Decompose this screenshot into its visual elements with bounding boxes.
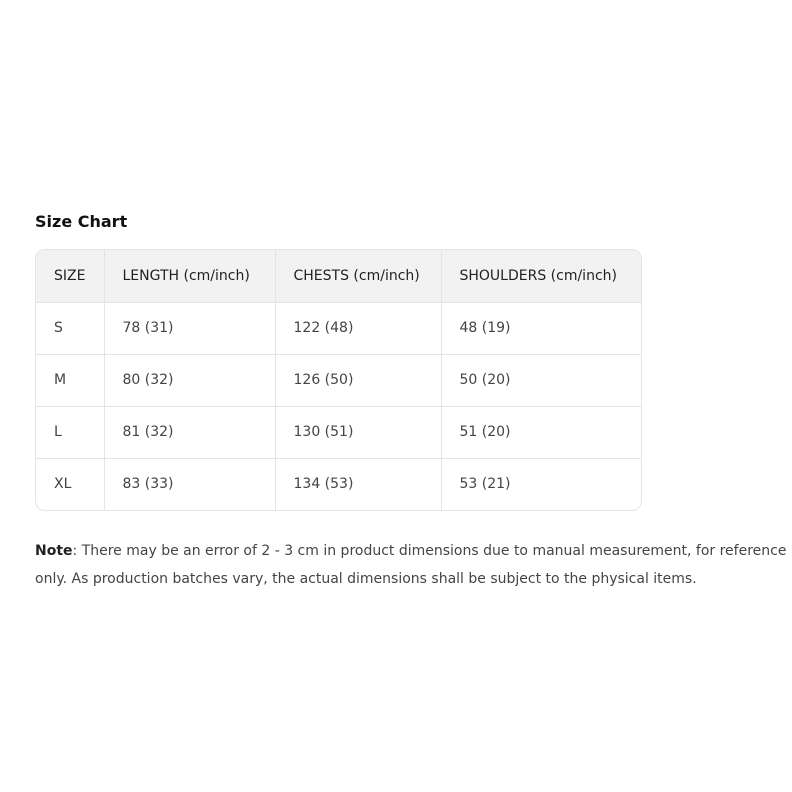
cell-shoulders: 53 (21) [459,476,511,493]
cell-size: L [36,406,104,458]
size-chart-table-container [35,249,642,511]
cell-size: M [36,354,104,406]
table-row [36,406,641,458]
table-row [36,302,641,354]
cell-size: XL [36,458,104,510]
header-size: SIZE [36,250,104,302]
header-shoulders: SHOULDERS (cm/inch) [441,250,641,302]
cell-length: 80 (32) [104,354,275,406]
cell-length: 78 (31) [104,302,275,354]
cell-length: 81 (32) [104,406,275,458]
header-chests: CHESTS (cm/inch) [275,250,441,302]
cell-chests: 134 (53) [275,458,441,510]
cell-shoulders: 48 (19) [441,302,641,354]
measurement-note [35,537,792,593]
size-chart-title: Size Chart [35,212,128,231]
note-text-2: only. As production batches vary, the actual dimensions shall be subject to the physical items. [35,571,697,587]
table-row [36,458,641,510]
cell-length: 83 (33) [104,458,275,510]
header-length: LENGTH (cm/inch) [104,250,275,302]
size-chart-table [36,250,641,510]
cell-chests: 126 (50) [275,354,441,406]
table-row [36,354,641,406]
table-header-row [36,250,641,302]
note-label: Note [35,543,73,559]
cell-shoulders: 51 (20) [441,406,641,458]
cell-chests: 130 (51) [275,406,441,458]
note-line-1 [35,537,792,565]
cell-shoulders: 50 (20) [441,354,641,406]
cell-size: S [36,302,104,354]
cell-chests: 122 (48) [275,302,441,354]
note-text-1: : There may be an error of 2 - 3 cm in product dimensions due to manual measurement, for reference [72,543,787,559]
